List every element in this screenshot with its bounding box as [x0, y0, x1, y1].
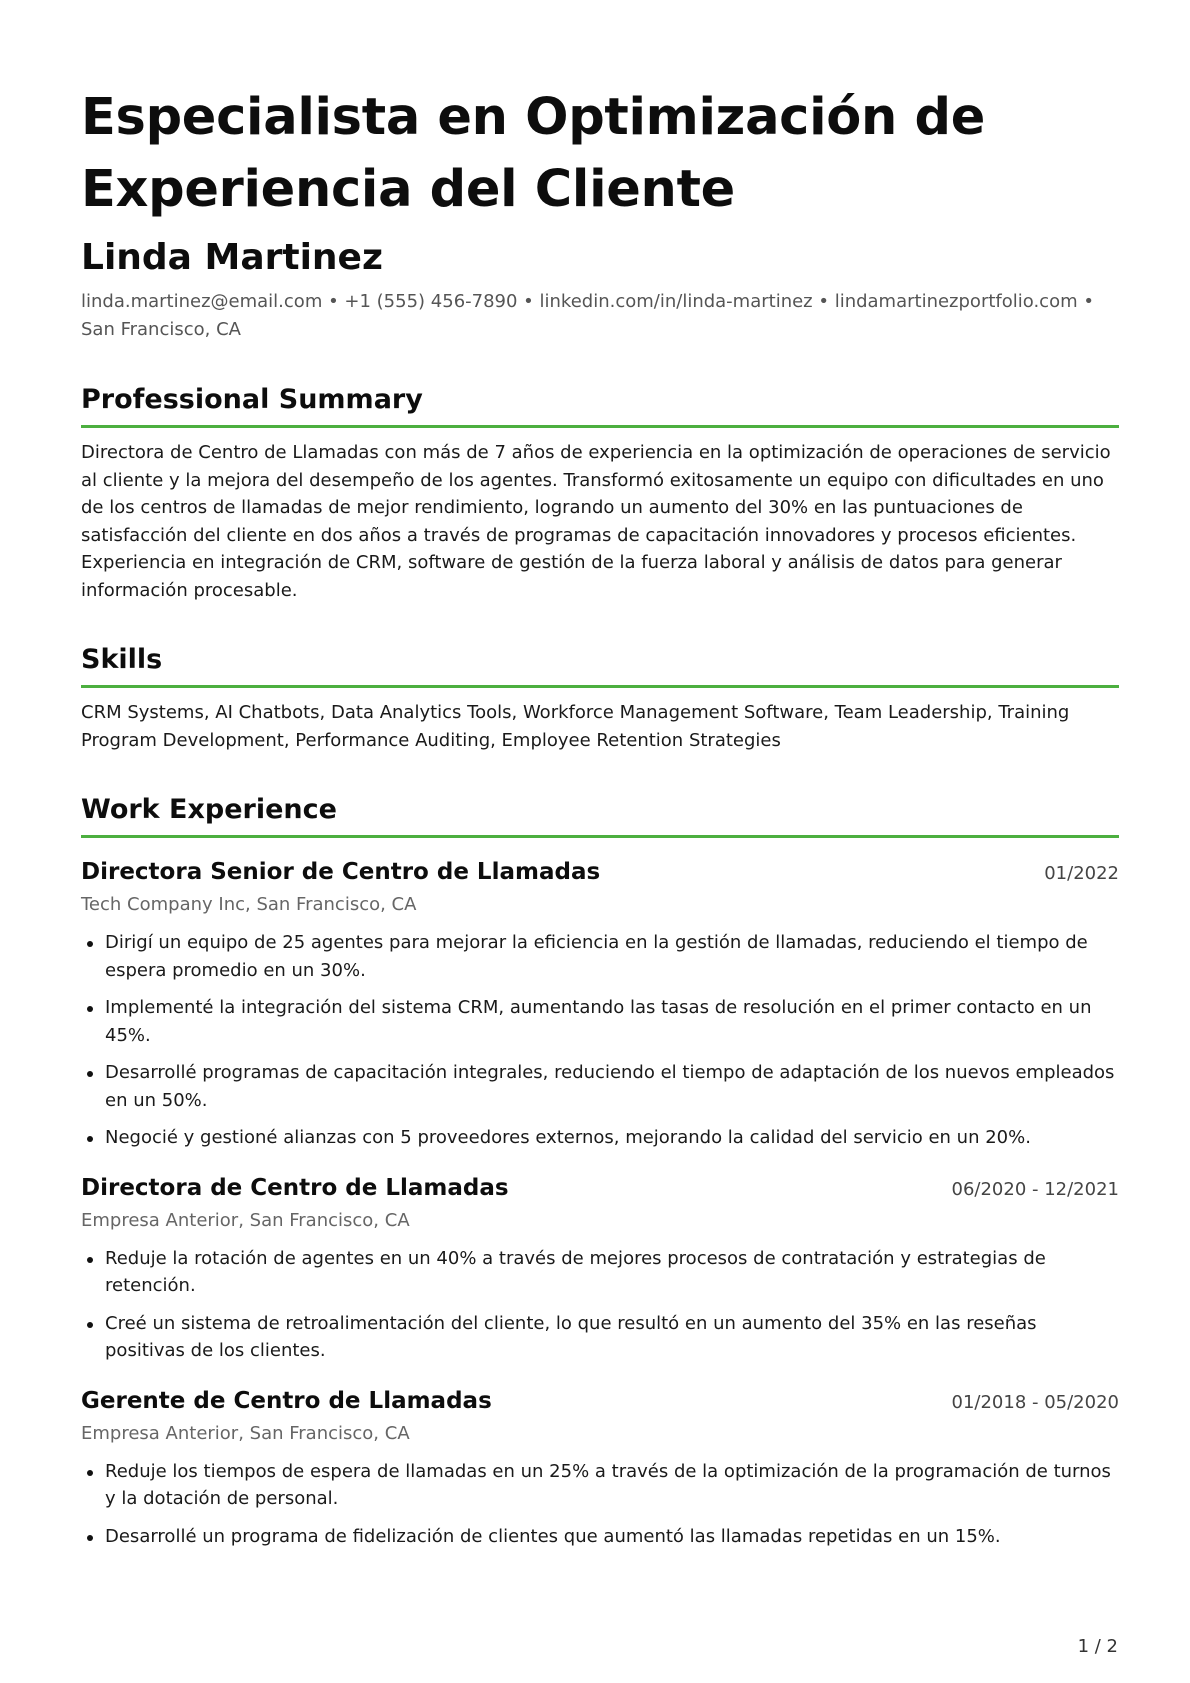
- skills-text: CRM Systems, AI Chatbots, Data Analytics Tools, Workforce Management Software, Team Leadership, Training Program Development, Performance Auditing, Employee Retention Strategies: [81, 702, 1070, 751]
- bullet-icon: [87, 1257, 93, 1263]
- job-company: Empresa Anterior, San Francisco, CA: [81, 1422, 410, 1444]
- bullet-text: Dirigí un equipo de 25 agentes para mejorar la eficiencia en la gestión de llamadas, reduciendo el tiempo de espera promedio en un 30%.: [105, 932, 1088, 981]
- bullet-text: Implementé la integración del sistema CRM, aumentando las tasas de resolución en el primer contacto en un 45%.: [105, 997, 1092, 1046]
- bullet-icon: [87, 1071, 93, 1077]
- bullet-icon: [87, 1322, 93, 1328]
- bullet-text: Desarrollé programas de capacitación integrales, reduciendo el tiempo de adaptación de los nuevos empleados en un 50%.: [105, 1062, 1115, 1111]
- bullet-icon: [87, 1470, 93, 1476]
- section-heading-experience: Work Experience: [81, 792, 1119, 838]
- job-title: Directora de Centro de Llamadas: [81, 1174, 509, 1201]
- section-heading-skills: Skills: [81, 642, 1119, 688]
- candidate-name: Linda Martinez: [81, 237, 383, 278]
- page-number: 1 / 2: [1077, 1636, 1118, 1657]
- job-bullets: [81, 1245, 1119, 1365]
- bullet-text: Negocié y gestioné alianzas con 5 proveedores externos, mejorando la calidad del servicio en un 20%.: [105, 1127, 1031, 1148]
- bullet-item: [81, 1059, 1119, 1114]
- bullet-text: Desarrollé un programa de fidelización de clientes que aumentó las llamadas repetidas en un 15%.: [105, 1525, 1001, 1547]
- job-date: 01/2022: [1044, 863, 1119, 884]
- bullet-item: [81, 929, 1119, 984]
- bullet-item: [81, 1458, 1119, 1513]
- bullet-item: [81, 1310, 1119, 1365]
- experience-section: [81, 792, 1119, 1550]
- bullet-item: [81, 994, 1119, 1049]
- section-heading-summary: Professional Summary: [81, 382, 1119, 428]
- job-date: 01/2018 - 05/2020: [951, 1391, 1119, 1413]
- job-entry: [81, 1172, 1119, 1365]
- bullet-item: [81, 1523, 1119, 1551]
- job-company: Empresa Anterior, San Francisco, CA: [81, 1209, 410, 1231]
- job-company: Tech Company Inc, San Francisco, CA: [81, 894, 417, 915]
- bullet-icon: [87, 1006, 93, 1012]
- job-bullets: [81, 929, 1119, 1152]
- resume-title: Especialista en Optimización de Experiencia del Cliente: [81, 88, 985, 219]
- resume-page: [81, 82, 1119, 1560]
- summary-text: Directora de Centro de Llamadas con más de 7 años de experiencia en la optimización de operaciones de servicio al cliente y la mejora del desempeño de los agentes. Transformó exitosamente un equipo con dificultades en uno de los centros de llamadas de mejor rendimiento, logrando un aumento del 30% en las puntuaciones de satisfacción del cliente en dos años a través de programas de capacitación innovadores y procesos eficientes. Experiencia en integración de CRM, software de gestión de la fuerza laboral y análisis de datos para generar información procesable.: [81, 442, 1111, 601]
- bullet-item: [81, 1124, 1119, 1152]
- job-bullets: [81, 1458, 1119, 1551]
- job-title: Directora Senior de Centro de Llamadas: [81, 859, 601, 885]
- job-entry: [81, 856, 1119, 1152]
- bullet-text: Reduje los tiempos de espera de llamadas en un 25% a través de la optimización de la programación de turnos y la dotación de personal.: [105, 1460, 1111, 1509]
- skills-section: [81, 642, 1119, 754]
- bullet-text: Reduje la rotación de agentes en un 40% a través de mejores procesos de contratación y estrategias de retención.: [105, 1247, 1046, 1296]
- job-date: 06/2020 - 12/2021: [951, 1178, 1119, 1200]
- bullet-icon: [87, 1535, 93, 1541]
- bullet-icon: [87, 941, 93, 947]
- bullet-item: [81, 1245, 1119, 1300]
- bullet-text: Creé un sistema de retroalimentación del cliente, lo que resultó en un aumento del 35% en las reseñas positivas de los clientes.: [105, 1312, 1037, 1361]
- contact-line: linda.martinez@email.com • +1 (555) 456-7890 • linkedin.com/in/linda-martinez • lindamartinezportfolio.com • San Francisco, CA: [81, 291, 1094, 340]
- job-entry: [81, 1385, 1119, 1551]
- job-title: Gerente de Centro de Llamadas: [81, 1387, 492, 1414]
- bullet-icon: [87, 1136, 93, 1142]
- summary-section: [81, 382, 1119, 604]
